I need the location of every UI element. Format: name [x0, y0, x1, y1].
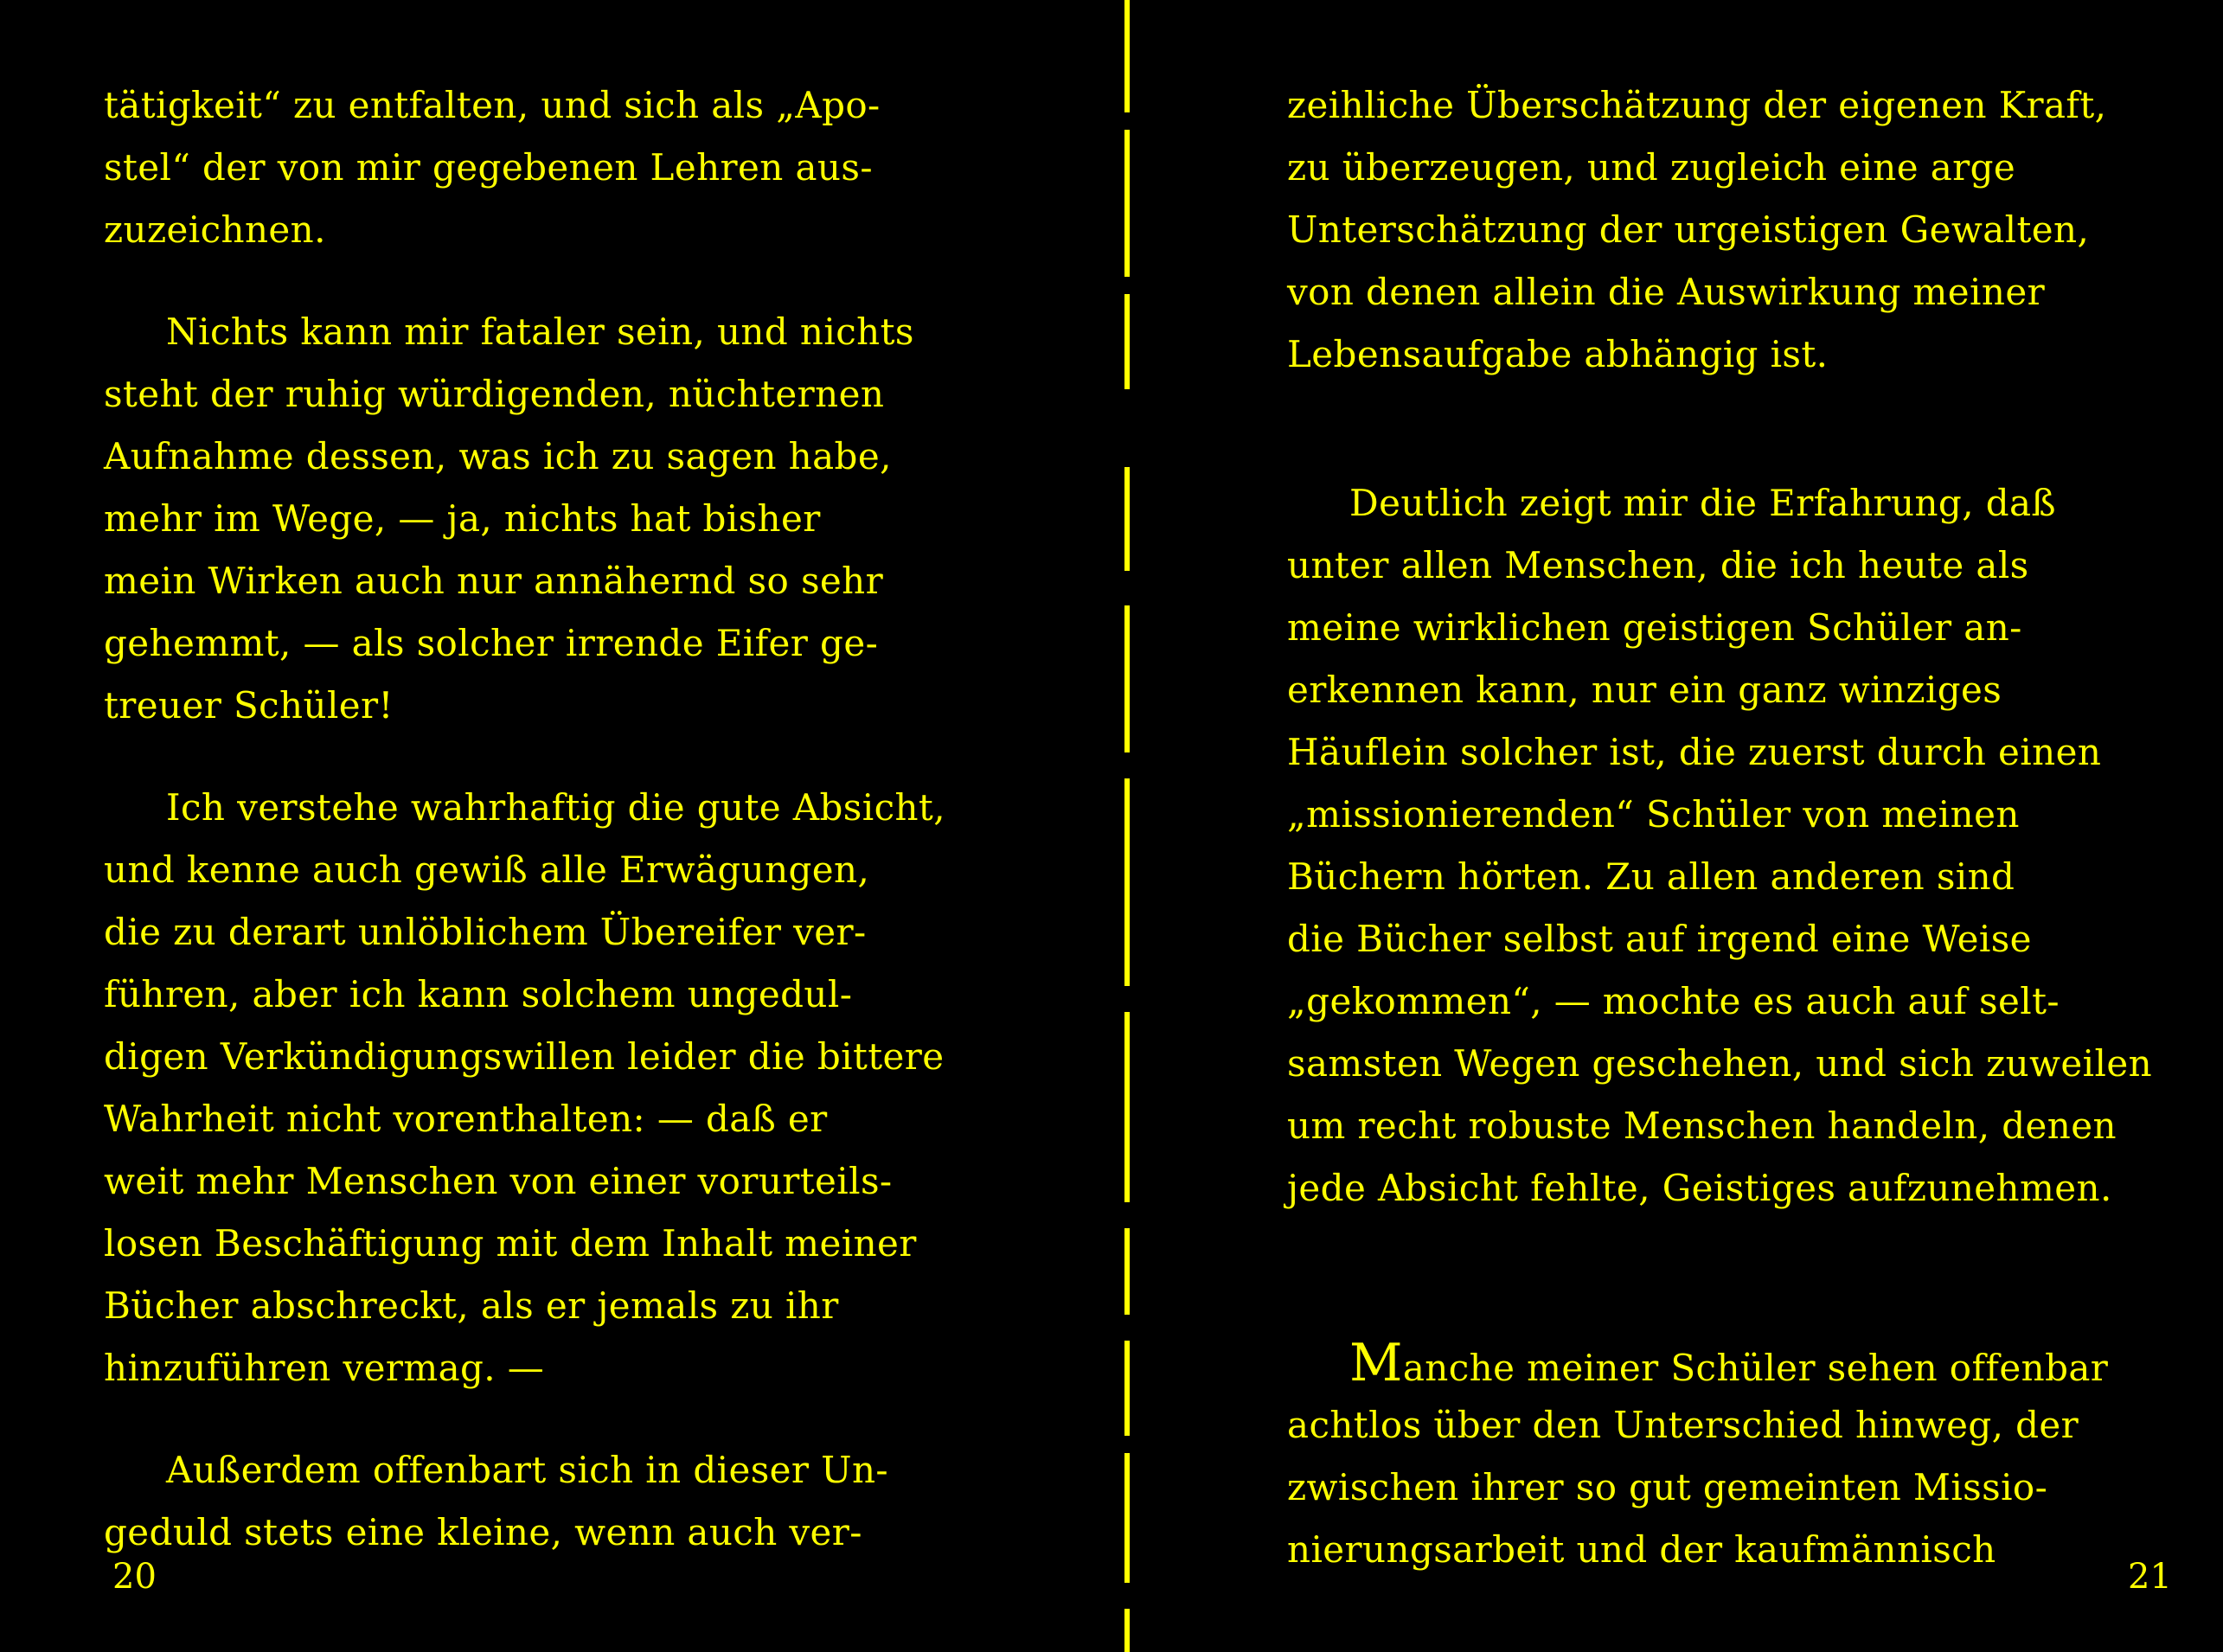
text-line: mein Wirken auch nur annähernd so sehr — [104, 560, 884, 602]
drop-cap-line-rest: anche meiner Schüler sehen offenbar — [1402, 1347, 2109, 1389]
text-line: Nichts kann mir fataler sein, und nichts — [166, 311, 914, 353]
text-line: achtlos über den Unterschied hinweg, der — [1287, 1404, 2079, 1446]
text-line: die Bücher selbst auf irgend eine Weise — [1287, 918, 2032, 960]
right-page — [1142, 0, 2223, 1652]
text-line: stel“ der von mir gegebenen Lehren aus- — [104, 146, 873, 189]
text-line: zuzeichnen. — [104, 208, 326, 251]
text-line: weit mehr Menschen von einer vorurteils- — [104, 1160, 893, 1202]
text-line: Unterschätzung der urgeistigen Gewalten, — [1287, 208, 2090, 251]
text-line: „missionierenden“ Schüler von meinen — [1287, 793, 2020, 836]
text-line: tätigkeit“ zu entfalten, und sich als „Apo- — [104, 84, 881, 126]
left-page-text — [104, 74, 990, 1564]
text-line: mehr im Wege, — ja, nichts hat bisher — [104, 497, 821, 540]
text-line: Bücher abschreckt, als er jemals zu ihr — [104, 1284, 839, 1327]
text-line: Wahrheit nicht vorenthalten: — daß er — [104, 1098, 828, 1140]
text-line: meine wirklichen geistigen Schüler an- — [1287, 606, 2022, 649]
text-line: Ich verstehe wahrhaftig die gute Absicht, — [166, 786, 945, 829]
text-line: jede Absicht fehlte, Geistiges aufzunehmen. — [1287, 1167, 2112, 1209]
text-line: erkennen kann, nur ein ganz winziges — [1287, 669, 2002, 711]
text-line: samsten Wegen geschehen, und sich zuweilen — [1287, 1042, 2153, 1085]
text-line: um recht robuste Menschen handeln, denen — [1287, 1105, 2117, 1147]
text-line: Lebensaufgabe abhängig ist. — [1287, 333, 1829, 375]
book-gutter — [1123, 0, 1131, 1652]
text-line: von denen allein die Auswirkung meiner — [1287, 271, 2046, 313]
drop-cap: M — [1349, 1333, 1403, 1393]
text-line: nierungsarbeit und der kaufmännisch — [1287, 1528, 1996, 1571]
text-line: Außerdem offenbart sich in dieser Un- — [166, 1449, 888, 1491]
text-line: gehemmt, — als solcher irrende Eifer ge- — [104, 622, 879, 664]
text-line — [1287, 1332, 2161, 1394]
text-line: führen, aber ich kann solchem ungedul- — [104, 973, 853, 1015]
text-line: Büchern hörten. Zu allen anderen sind — [1287, 855, 2015, 898]
page-number-right: 21 — [2128, 1557, 2172, 1597]
text-line: zeihliche Überschätzung der eigenen Kraft, — [1287, 84, 2107, 126]
text-line: zwischen ihrer so gut gemeinten Missio- — [1287, 1466, 2048, 1508]
text-line: Häuflein solcher ist, die zuerst durch einen — [1287, 731, 2102, 773]
text-line: zu überzeugen, und zugleich eine arge — [1287, 146, 2016, 189]
text-line: Deutlich zeigt mir die Erfahrung, daß — [1349, 482, 2056, 524]
page-number-left: 20 — [112, 1557, 157, 1597]
text-line: losen Beschäftigung mit dem Inhalt meiner — [104, 1222, 917, 1265]
text-line: unter allen Menschen, die ich heute als — [1287, 544, 2029, 586]
text-line: und kenne auch gewiß alle Erwägungen, — [104, 848, 870, 891]
text-line: geduld stets eine kleine, wenn auch ver- — [104, 1511, 862, 1553]
text-line: hinzuführen vermag. — — [104, 1347, 545, 1389]
text-line: „gekommen“, — mochte es auch auf selt- — [1287, 980, 2060, 1022]
text-line: die zu derart unlöblichem Übereifer ver- — [104, 911, 867, 953]
text-line: Aufnahme dessen, was ich zu sagen habe, — [104, 435, 892, 477]
right-page-text — [1287, 74, 2161, 1581]
text-line: digen Verkündigungswillen leider die bittere — [104, 1035, 945, 1078]
text-line: steht der ruhig würdigenden, nüchternen — [104, 373, 885, 415]
text-line: treuer Schüler! — [104, 684, 394, 727]
